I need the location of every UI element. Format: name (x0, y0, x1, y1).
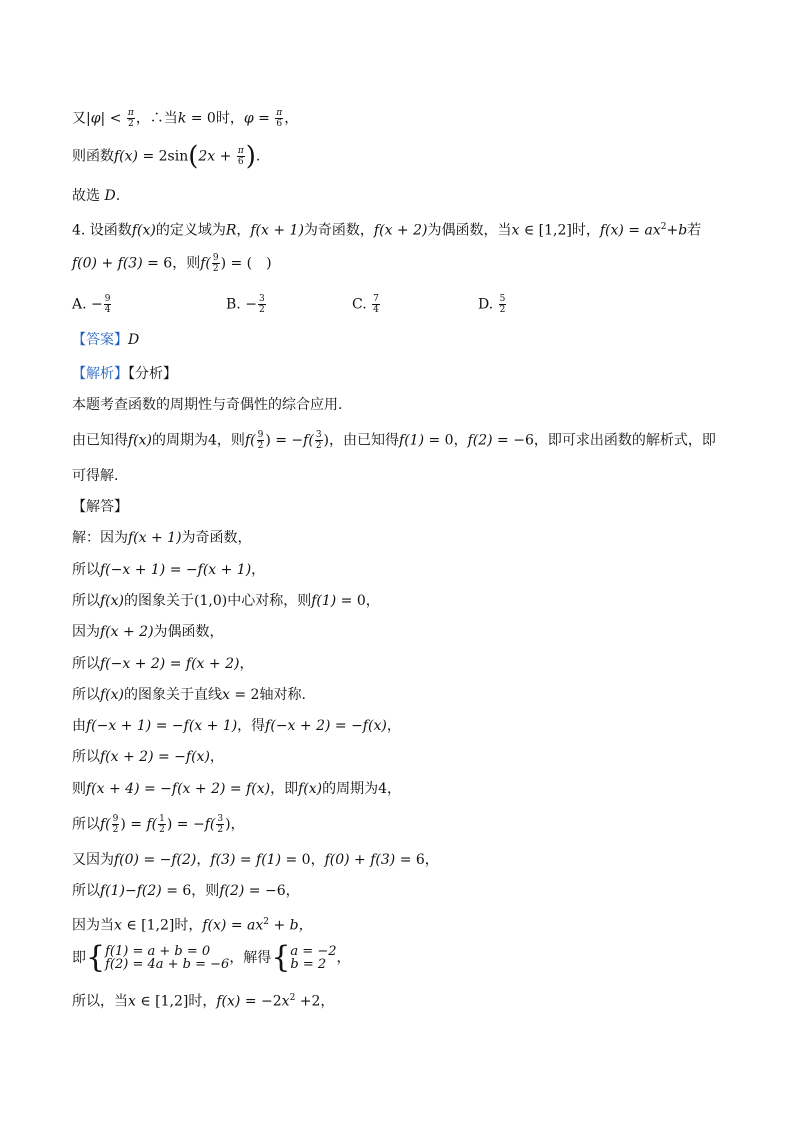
line-choose-d: 故选 D. (72, 188, 121, 204)
solution-line-7: 由f(−x + 1) = −f(x + 1)，得f(−x + 2) = −f(x)， (72, 718, 401, 734)
fraction-pi-over-2: $\frac{\pi}{2}$ (127, 108, 134, 129)
solution-line-13: 因为当x ∈ [1,2]时，$f(x) = ax^2 + b$， (72, 917, 313, 934)
fraction-pi-over-6: $\frac{\pi}{6}$ (276, 108, 283, 129)
solution-tag: 【解答】 (72, 499, 128, 515)
line-phi-condition: 又|φ| < $\frac{\pi}{2}$ ，∴当k = 0时，φ = $\frac{\pi}{6}$ ， (72, 108, 299, 129)
solution-line-9: 则f(x + 4) = −f(x + 2) = f(x)，即f(x)的周期为4， (72, 781, 402, 797)
solution-line-4: 因为f(x + 2)为偶函数， (72, 624, 224, 640)
solution-line-10: 所以f( $\frac{9}{2}$ ) = f( $\frac{1}{2}$ ) = −f( $\frac{3}{2}$ )， (72, 814, 245, 835)
solution-line-14-system: 即{ f(1) = a + b = 0 f(2) = 4a + b = −6 ，解得{ a = −2 b = 2 ， (72, 940, 351, 975)
solution-line-11: 又因为f(0) = −f(2)，f(3) = f(1) = 0，f(0) + f(3) = 6， (72, 852, 439, 868)
line-function-result: 则函数f(x) = 2sin(2x + $\frac{\pi}{6}$ ). (72, 141, 261, 172)
analysis-p2: 由已知得f(x)的周期为4，则f( $\frac{9}{2}$ ) = −f( $\frac{3}{2}$ )，由已知得f(1) = 0，f(2) = −6，即可求出函数的解析式，即 (72, 430, 716, 451)
solution-line-1: 解：因为f(x + 1)为奇函数， (72, 530, 252, 546)
analysis-tags: 【解析】【分析】 (72, 366, 177, 382)
fraction-9-over-2: $\frac{9}{2}$ (212, 253, 219, 274)
question-4-stem-continued: f(0) + f(3) = 6，则f( $\frac{9}{2}$ ) = ( ) (72, 253, 272, 274)
fraction-pi-over-6: $\frac{\pi}{6}$ (237, 146, 244, 167)
analysis-p3: 可得解. (72, 468, 119, 484)
option-b[interactable]: B. − $\frac{3}{2}$ (226, 294, 265, 315)
option-d[interactable]: D. $\frac{5}{2}$ (478, 294, 506, 315)
solution-line-3: 所以f(x)的图象关于(1,0)中心对称，则f(1) = 0， (72, 593, 380, 609)
answer-tag: 【答案】 (72, 332, 128, 348)
solution-line-8: 所以f(x + 2) = −f(x)， (72, 749, 224, 765)
option-c[interactable]: C. $\frac{7}{4}$ (352, 294, 379, 315)
solution-line-6: 所以f(x)的图象关于直线x = 2轴对称. (72, 687, 306, 703)
answer-line (72, 330, 139, 350)
question-4-stem: 4. 设函数f(x)的定义域为R，f(x + 1)为奇函数，f(x + 2)为偶函数，当x ∈ [1,2]时，$f(x) = ax^2+b$若 (72, 222, 702, 239)
solution-line-2: 所以f(−x + 1) = −f(x + 1)， (72, 562, 266, 578)
option-a[interactable]: A. − $\frac{9}{4}$ (72, 294, 111, 315)
analysis-p1: 本题考查函数的周期性与奇偶性的综合应用. (72, 397, 343, 413)
answer-value: D (128, 332, 140, 348)
solution-line-5: 所以f(−x + 2) = f(x + 2)， (72, 656, 254, 672)
solution-line-15: 所以，当x ∈ [1,2]时，$f(x) = -2x^2 +2$， (72, 993, 335, 1010)
solution-line-12: 所以f(1)−f(2) = 6，则f(2) = −6， (72, 883, 300, 899)
